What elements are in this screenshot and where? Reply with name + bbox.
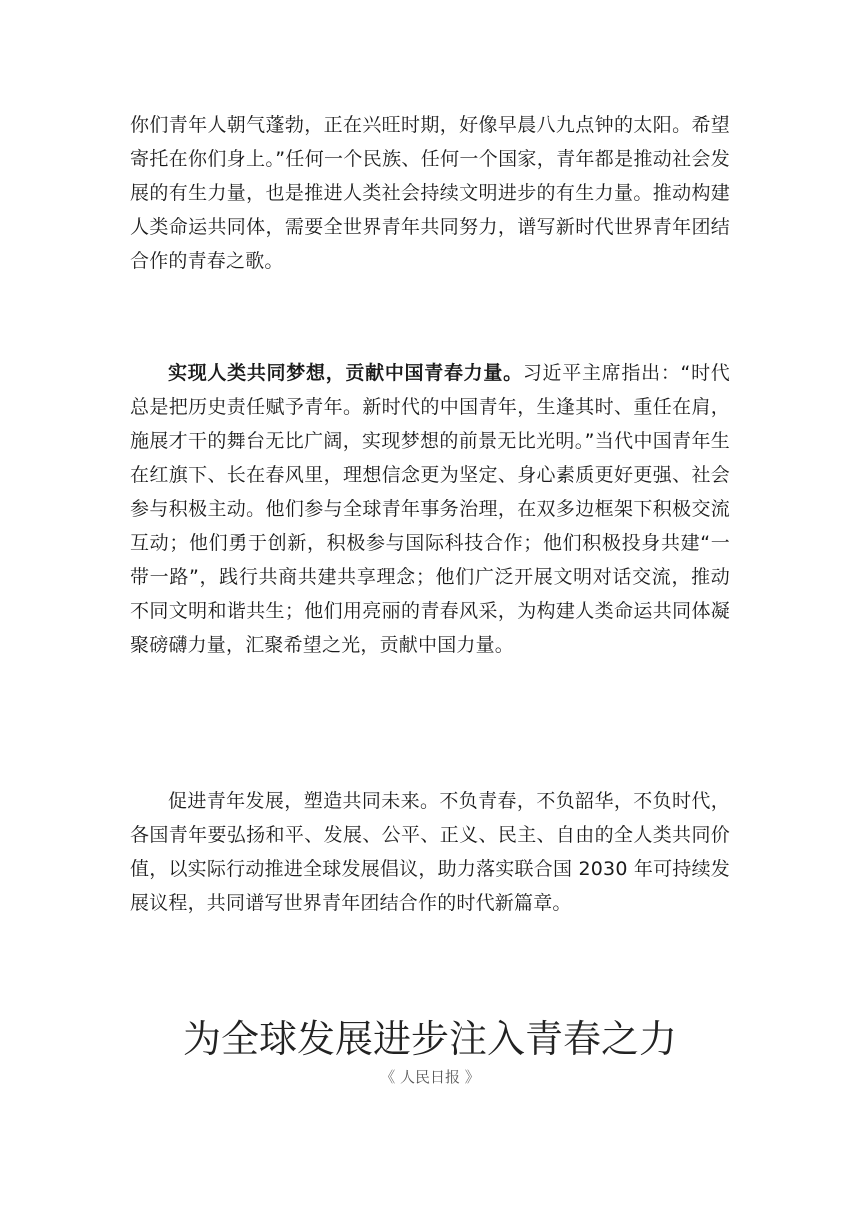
body-paragraph-3: 促进青年发展，塑造共同未来。不负青春，不负韶华，不负时代，各国青年要弘扬和平、发展、公平、正义、民主、自由的全人类共同价值，以实际行动推进全球发展倡议，助力落实联合国 2030 年可持续发展议程，共同谱写世界青年团结合作的时代新篇章。	[130, 790, 730, 914]
body-paragraph-2	[130, 356, 730, 662]
paragraph-2-lead-sentence: 实现人类共同梦想，贡献中国青春力量。	[168, 362, 523, 384]
body-paragraph-1: 你们青年人朝气蓬勃，正在兴旺时期，好像早晨八九点钟的太阳。希望寄托在你们身上。”任何一个民族、任何一个国家，青年都是推动社会发展的有生力量，也是推进人类社会持续文明进步的有生力量。推动构建人类命运共同体，需要全世界青年共同努力，谱写新时代世界青年团结合作的青春之歌。	[130, 114, 730, 272]
paragraph-2-body-text: 习近平主席指出：“时代总是把历史责任赋予青年。新时代的中国青年，生逢其时、重任在肩，施展才干的舞台无比广阔，实现梦想的前景无比光明。”当代中国青年生在红旗下、长在春风里，理想信念更为坚定、身心素质更好更强、社会参与积极主动。他们参与全球青年事务治理，在双多边框架下积极交流互动；他们勇于创新，积极参与国际科技合作；他们积极投身共建“一带一路”，践行共商共建共享理念；他们广泛开展文明对话交流，推动不同文明和谐共生；他们用亮丽的青春风采，为构建人类命运共同体凝聚磅礴力量，汇聚希望之光，贡献中国力量。	[130, 362, 730, 656]
article-source: 《 人民日报 》	[380, 1068, 480, 1086]
article-title: 为全球发展进步注入青春之力	[182, 1017, 677, 1061]
